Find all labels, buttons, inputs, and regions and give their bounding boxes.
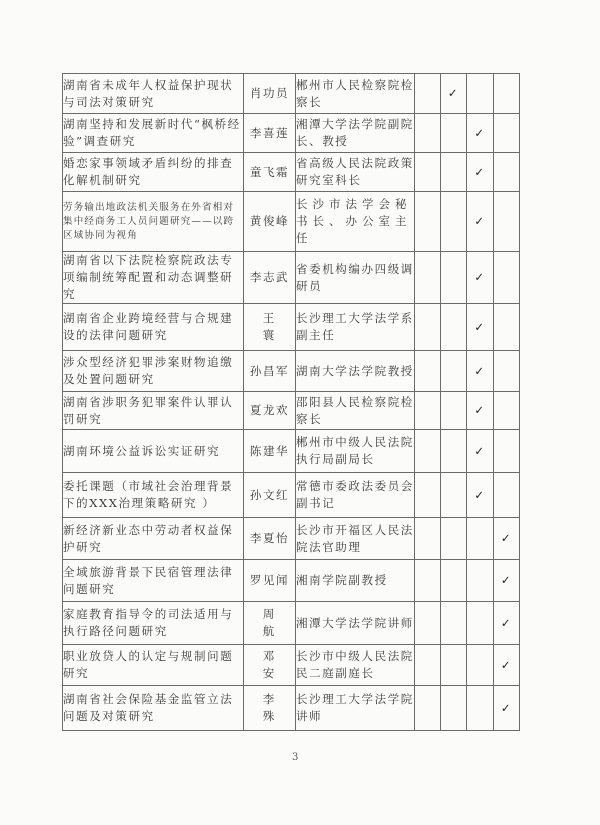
check-mark-icon: ✓ [500, 700, 513, 715]
leader-unit-title: 郴州市人民检察院检察长 [296, 74, 415, 114]
table-row [63, 252, 520, 304]
project-title: 职业放贷人的认定与规制问题研究 [63, 645, 244, 686]
leader-unit-title: 长沙市开福区人民法院法官助理 [296, 518, 415, 560]
category-cell-2 [441, 518, 467, 560]
project-leader: 邓 安 [244, 645, 296, 686]
project-title: 湖南省企业跨境经营与合规建设的法律问题研究 [63, 304, 244, 351]
check-mark-icon: ✓ [500, 615, 513, 630]
check-mark-icon: ✓ [500, 573, 513, 587]
table-row [63, 192, 520, 252]
category-cell-4 [494, 430, 520, 473]
category-cell-1 [415, 430, 441, 473]
category-cell-3 [467, 645, 494, 686]
leader-unit-title: 湘潭大学法学院讲师 [296, 602, 415, 645]
category-cell-4 [494, 252, 520, 304]
category-cell-2 [441, 430, 467, 473]
category-cell-2 [441, 74, 467, 114]
project-title: 湖南省未成年人权益保护现状与司法对策研究 [63, 74, 244, 114]
check-mark-icon: ✓ [500, 657, 513, 672]
category-cell-3 [467, 392, 494, 430]
category-cell-1 [415, 252, 441, 304]
category-cell-1 [415, 645, 441, 686]
project-title: 委托课题（市域社会治理背景下的XXX治理策略研究 ） [63, 473, 244, 518]
category-cell-1 [415, 192, 441, 252]
category-cell-2 [441, 192, 467, 252]
leader-unit-title: 邵阳县人民检察院检察长 [296, 392, 415, 430]
table-row [63, 74, 520, 114]
table-row [63, 114, 520, 153]
table-row [63, 560, 520, 602]
category-cell-2 [441, 473, 467, 518]
category-cell-2 [441, 252, 467, 304]
project-leader: 黄俊峰 [244, 192, 296, 252]
leader-unit-title: 湘潭大学法学院副院长、教授 [296, 114, 415, 153]
leader-unit-title: 长沙理工大学法学院讲师 [296, 686, 415, 731]
category-cell-1 [415, 114, 441, 153]
project-leader: 李 殊 [244, 686, 296, 731]
category-cell-2 [441, 351, 467, 392]
category-cell-2 [441, 560, 467, 602]
check-mark-icon: ✓ [474, 443, 486, 458]
project-leader: 李志武 [244, 252, 296, 304]
leader-unit-title: 常德市委政法委员会副书记 [296, 473, 415, 518]
table-row [63, 304, 520, 351]
leader-unit-title: 长沙市中级人民法院民二庭副庭长 [296, 645, 415, 686]
category-cell-4 [494, 153, 520, 192]
category-cell-3 [467, 602, 494, 645]
page-number: 3 [292, 752, 299, 763]
category-cell-3 [467, 153, 494, 192]
leader-unit-title: 省高级人民法院政策研究室科长 [296, 153, 415, 192]
leader-unit-title: 长沙理工大学法学系副主任 [296, 304, 415, 351]
leader-unit-title: 湖南大学法学院教授 [296, 351, 415, 392]
category-cell-1 [415, 686, 441, 731]
category-cell-2 [441, 304, 467, 351]
project-table [62, 73, 520, 731]
category-cell-3 [467, 74, 494, 114]
table-row [63, 473, 520, 518]
category-cell-1 [415, 351, 441, 392]
check-mark-icon: ✓ [474, 487, 486, 502]
category-cell-3 [467, 560, 494, 602]
category-cell-4 [494, 645, 520, 686]
category-cell-3 [467, 473, 494, 518]
project-leader: 王 寰 [244, 304, 296, 351]
check-mark-icon: ✓ [474, 319, 486, 334]
category-cell-4 [494, 304, 520, 351]
category-cell-3 [467, 430, 494, 473]
project-leader: 童飞霜 [244, 153, 296, 192]
project-leader: 孙文红 [244, 473, 296, 518]
project-title: 全域旅游背景下民宿管理法律问题研究 [63, 560, 244, 602]
leader-unit-title: 郴州市中级人民法院执行局副局长 [296, 430, 415, 473]
category-cell-1 [415, 74, 441, 114]
category-cell-1 [415, 560, 441, 602]
project-leader: 肖功员 [244, 74, 296, 114]
project-title: 涉众型经济犯罪涉案财物追缴及处置问题研究 [63, 351, 244, 392]
table-body [63, 74, 520, 731]
check-mark-icon: ✓ [500, 531, 513, 545]
category-cell-1 [415, 153, 441, 192]
check-mark-icon: ✓ [447, 86, 460, 100]
category-cell-1 [415, 518, 441, 560]
project-title: 湖南坚持和发展新时代“枫桥经验”调查研究 [63, 114, 244, 153]
category-cell-4 [494, 351, 520, 392]
category-cell-4 [494, 560, 520, 602]
check-mark-icon: ✓ [474, 125, 486, 140]
category-cell-2 [441, 602, 467, 645]
category-cell-4 [494, 518, 520, 560]
category-cell-3 [467, 686, 494, 731]
category-cell-3 [467, 518, 494, 560]
project-leader: 罗见闻 [244, 560, 296, 602]
category-cell-4 [494, 686, 520, 731]
leader-unit-title: 省委机构编办四级调研员 [296, 252, 415, 304]
category-cell-4 [494, 74, 520, 114]
category-cell-3 [467, 304, 494, 351]
table-row [63, 602, 520, 645]
category-cell-2 [441, 153, 467, 192]
category-cell-4 [494, 392, 520, 430]
project-title: 湖南环境公益诉讼实证研究 [63, 430, 244, 473]
category-cell-3 [467, 252, 494, 304]
category-cell-1 [415, 473, 441, 518]
category-cell-2 [441, 392, 467, 430]
table-row [63, 392, 520, 430]
table-row [63, 518, 520, 560]
category-cell-1 [415, 304, 441, 351]
leader-unit-title: 长沙市法学会秘书长、办公室主任 [296, 192, 415, 252]
check-mark-icon: ✓ [474, 403, 486, 417]
check-mark-icon: ✓ [474, 363, 486, 378]
table-row [63, 430, 520, 473]
category-cell-3 [467, 114, 494, 153]
project-leader: 周 航 [244, 602, 296, 645]
project-leader: 李喜莲 [244, 114, 296, 153]
category-cell-2 [441, 645, 467, 686]
project-title: 劳务输出地政法机关服务在外省相对集中经商务工人员问题研究——以跨区域协同为视角 [63, 192, 244, 252]
category-cell-2 [441, 114, 467, 153]
category-cell-4 [494, 602, 520, 645]
category-cell-1 [415, 602, 441, 645]
project-leader: 孙昌军 [244, 351, 296, 392]
project-title: 湖南省涉职务犯罪案件认罪认罚研究 [63, 392, 244, 430]
project-title: 湖南省社会保险基金监管立法问题及对策研究 [63, 686, 244, 731]
project-title: 家庭教育指导令的司法适用与执行路径问题研究 [63, 602, 244, 645]
category-cell-4 [494, 473, 520, 518]
leader-unit-title: 湘南学院副教授 [296, 560, 415, 602]
project-title: 新经济新业态中劳动者权益保护研究 [63, 518, 244, 560]
category-cell-3 [467, 192, 494, 252]
table-row [63, 351, 520, 392]
project-leader: 李夏怡 [244, 518, 296, 560]
table-row [63, 645, 520, 686]
table-row [63, 686, 520, 731]
check-mark-icon: ✓ [474, 270, 486, 284]
project-leader: 夏龙欢 [244, 392, 296, 430]
category-cell-2 [441, 686, 467, 731]
project-title: 湖南省以下法院检察院政法专项编制统筹配置和动态调整研究 [63, 252, 244, 304]
category-cell-4 [494, 192, 520, 252]
table-row [63, 153, 520, 192]
check-mark-icon: ✓ [474, 214, 486, 228]
check-mark-icon: ✓ [474, 164, 486, 179]
category-cell-1 [415, 392, 441, 430]
project-leader: 陈建华 [244, 430, 296, 473]
category-cell-3 [467, 351, 494, 392]
project-title: 婚恋家事领域矛盾纠纷的排查化解机制研究 [63, 153, 244, 192]
category-cell-4 [494, 114, 520, 153]
